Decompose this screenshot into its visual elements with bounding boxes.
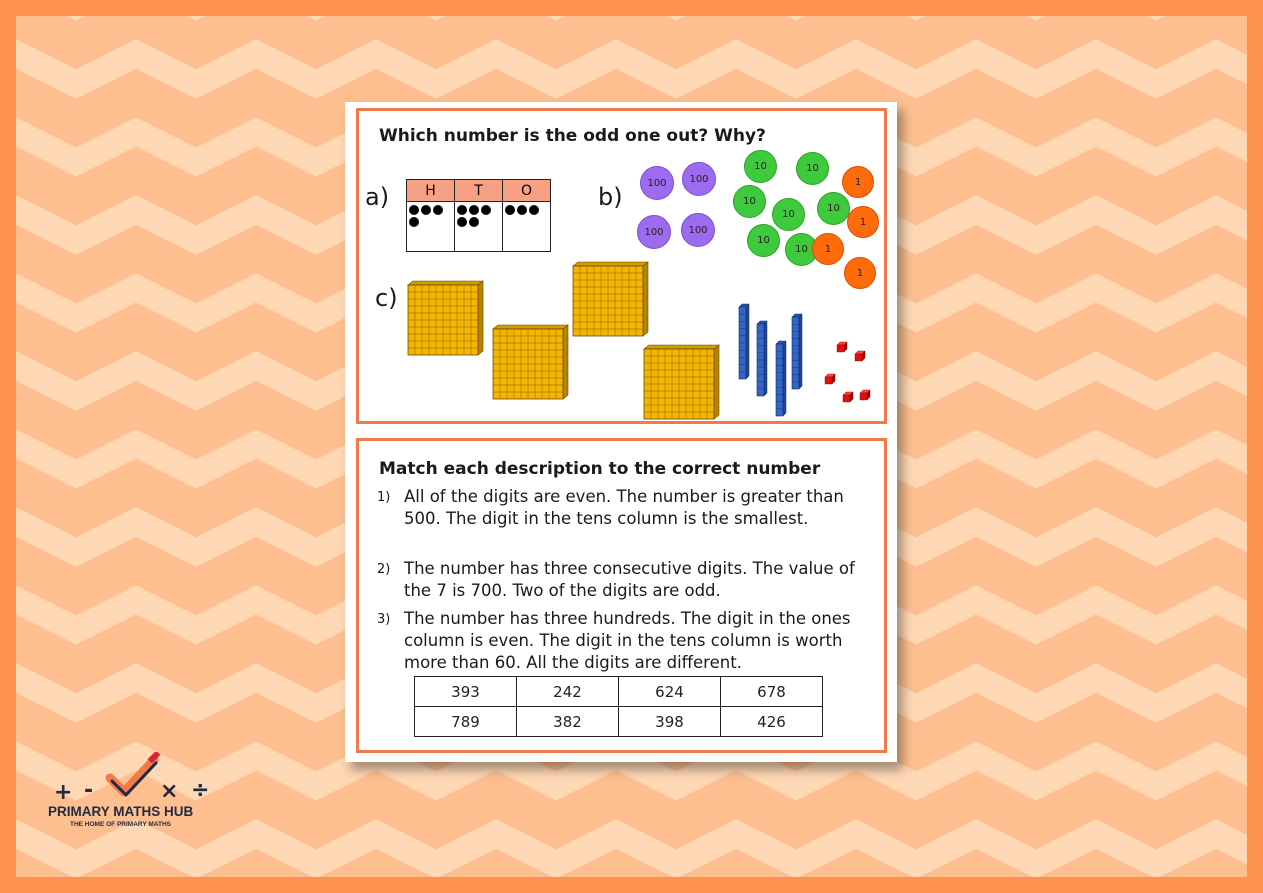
multiply-icon: × [160,779,179,804]
number-cell: 393 [415,677,517,707]
ten-rod [739,304,749,379]
ten-counter: 10 [785,233,818,266]
hundred-block [493,325,568,399]
description-number: 1) [377,490,391,505]
header-ones: O [503,180,551,202]
description-text: The number has three consecutive digits. The value of the 7 is 700. Two of the digits are odd. [404,559,855,600]
hundred-counter: 100 [640,166,674,200]
odd-one-out-panel [356,108,887,424]
hundred-counter: 100 [681,213,715,247]
match-description-panel [356,438,887,753]
unit-cube [843,392,853,402]
number-options-table [414,676,823,737]
checkmark-pencil-icon [102,752,168,804]
one-counter: 1 [812,233,844,265]
hundred-counter: 100 [637,215,671,249]
ten-rod [792,314,802,389]
plus-icon: + [54,780,73,805]
ten-counter: 10 [733,185,766,218]
number-cell: 382 [517,707,619,737]
hundred-counter: 100 [682,162,716,196]
header-hundreds: H [407,180,455,202]
number-cell: 624 [619,677,721,707]
chevron-stripe [16,834,1247,864]
logo-tagline: THE HOME OF PRIMARY MATHS [70,821,171,828]
question-2-title: Match each description to the correct number [379,459,821,479]
divide-icon: ÷ [191,778,210,803]
ten-counter: 10 [796,152,829,185]
unit-cube [825,374,835,384]
base-ten-blocks [359,111,884,421]
chevron-stripe [16,54,1247,84]
ten-rod [776,341,786,416]
part-c-label: c) [375,284,398,312]
ten-counter: 10 [772,198,805,231]
part-a-label: a) [365,183,390,211]
question-1-title: Which number is the odd one out? Why? [379,126,766,146]
number-cell: 678 [721,677,823,707]
primary-maths-hub-logo [44,752,224,832]
number-cell: 426 [721,707,823,737]
number-cell: 398 [619,707,721,737]
unit-cube [860,390,870,400]
worksheet [345,102,897,762]
logo-name: PRIMARY MATHS HUB [48,804,194,819]
one-counter: 1 [842,166,874,198]
hundred-block [573,262,648,336]
description-number: 3) [377,612,391,627]
header-tens: T [455,180,503,202]
ten-rod [757,321,767,396]
one-counter: 1 [844,257,876,289]
hundred-block [644,345,719,419]
part-b-label: b) [598,183,623,211]
number-cell: 789 [415,707,517,737]
hundred-block [408,281,483,355]
minus-icon: - [84,778,94,803]
ten-counter: 10 [817,192,850,225]
one-counter: 1 [847,206,879,238]
description-text: The number has three hundreds. The digit in the ones column is even. The digit in the tens column is worth more than 60. All the digits are different. [404,609,851,672]
description-number: 2) [377,562,391,577]
description-text: All of the digits are even. The number is greater than 500. The digit in the tens column is the smallest. [404,487,844,528]
ten-counter: 10 [744,150,777,183]
number-cell: 242 [517,677,619,707]
ten-counter: 10 [747,224,780,257]
unit-cube [855,351,865,361]
unit-cube [837,342,847,352]
